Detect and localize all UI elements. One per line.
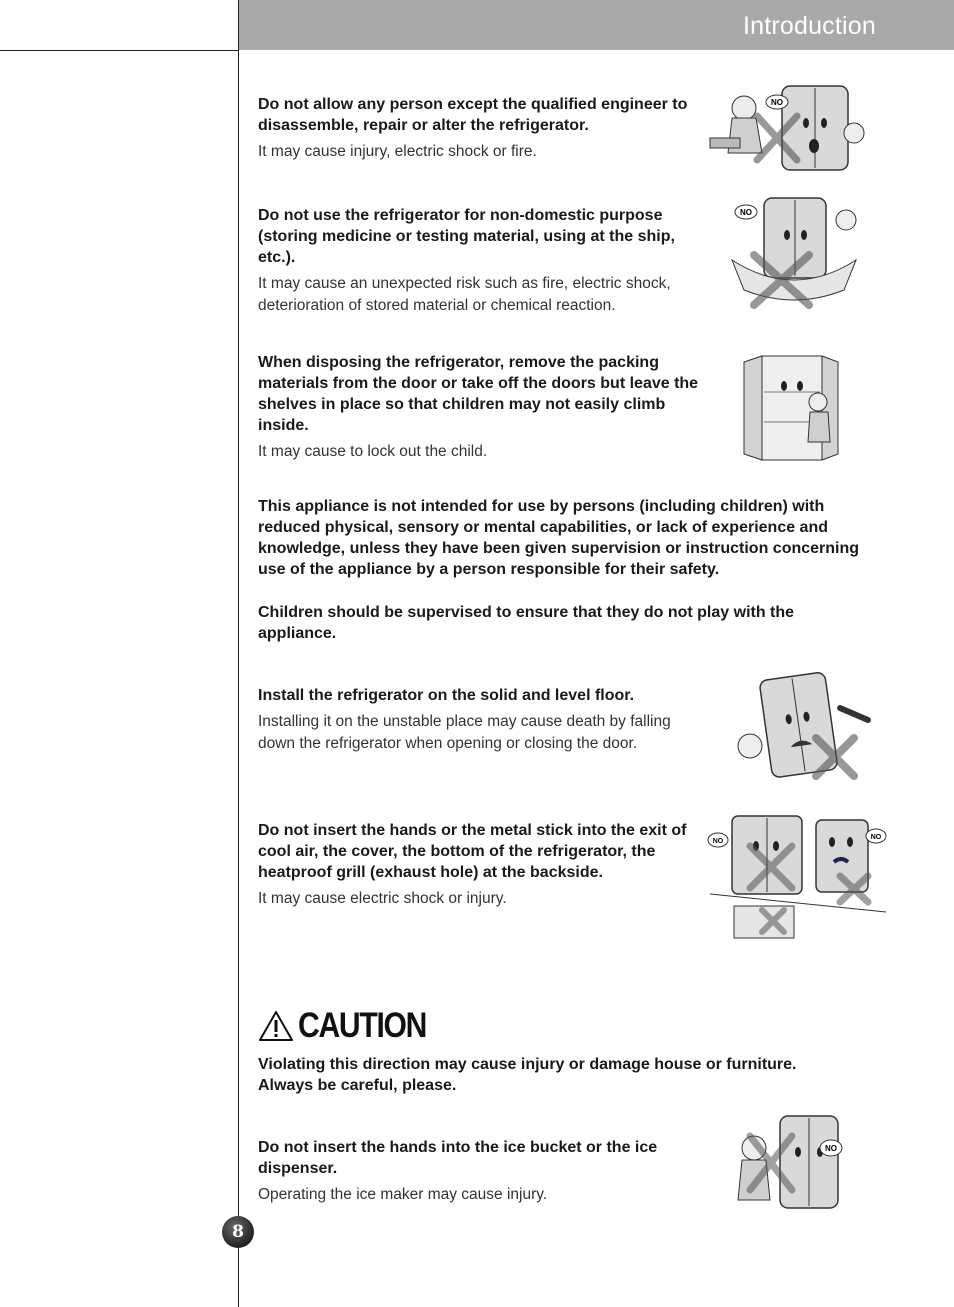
warning-heading: Do not allow any person except the qualified engineer to disassemble, repair or alter the refrigerator. — [258, 96, 688, 134]
warning-heading-children: Children should be supervised to ensure that they do not play with the appliance. — [258, 604, 795, 642]
no-sign-label: NO — [870, 834, 882, 841]
warning-heading: When disposing the refrigerator, remove the packing materials from the door or take off the doors but leave the shelves in place so that children may not easily climb inside. — [258, 354, 699, 434]
warning-detail: It may cause to lock out the child. — [258, 443, 488, 460]
warning-heading: Install the refrigerator on the solid and level floor. — [258, 687, 635, 704]
warning-detail: It may cause injury, electric shock or fire. — [258, 143, 537, 160]
illustration-level-floor — [728, 668, 878, 783]
warning-heading: Do not use the refrigerator for non-domestic purpose (storing medicine or testing material, using at the ship, etc.). — [258, 207, 675, 266]
illustration-disassembly — [702, 78, 872, 173]
no-sign-label: NO — [740, 208, 752, 217]
warning-item-disassembly — [258, 94, 688, 163]
header-rule — [0, 50, 239, 51]
warning-item-disposal — [258, 352, 718, 463]
caution-heading-text: Do not insert the hands into the ice bucket or the ice dispenser. — [258, 1139, 658, 1177]
caution-title: CAUTION — [298, 1006, 427, 1045]
no-sign-label: NO — [825, 1144, 837, 1153]
illustration-ice-dispenser — [736, 1112, 848, 1212]
caution-intro-text: Violating this direction may cause injury or damage house or furniture. Always be careful, please. — [258, 1056, 797, 1094]
caution-item-ice-dispenser — [258, 1137, 688, 1206]
warning-detail: It may cause an unexpected risk such as fire, electric shock, deterioration of stored material or chemical reaction. — [258, 275, 671, 314]
margin-rule — [238, 0, 239, 1307]
warning-item-supervision — [258, 496, 870, 644]
caution-intro — [258, 1054, 818, 1096]
warning-item-exhaust — [258, 820, 688, 910]
page-title: Introduction — [742, 12, 876, 40]
illustration-disposal — [740, 352, 844, 462]
caution-heading — [258, 1005, 447, 1047]
warning-triangle-icon — [258, 1010, 294, 1042]
warning-heading: Do not insert the hands or the metal stick into the exit of cool air, the cover, the bottom of the refrigerator, the heatproof grill (exhaust hole) at the backside. — [258, 822, 687, 881]
illustration-non-domestic — [724, 190, 864, 315]
page-number: 8 — [222, 1216, 254, 1248]
no-sign-label: NO — [712, 838, 724, 845]
no-sign-label: NO — [771, 98, 783, 107]
illustration-exhaust — [700, 806, 890, 942]
caution-detail: Operating the ice maker may cause injury. — [258, 1186, 548, 1203]
warning-detail: It may cause electric shock or injury. — [258, 890, 507, 907]
warning-heading: This appliance is not intended for use by persons (including children) with reduced physical, sensory or mental capabilities, or lack of experience and knowledge, unless they have been given supervision or instruction concerning use of the appliance by a person responsible for their safety. — [258, 498, 860, 578]
warning-detail: Installing it on the unstable place may cause death by falling down the refrigerator when opening or closing the door. — [258, 713, 671, 752]
warning-item-level-floor — [258, 685, 698, 754]
warning-item-non-domestic — [258, 205, 698, 316]
header-band — [239, 0, 954, 50]
